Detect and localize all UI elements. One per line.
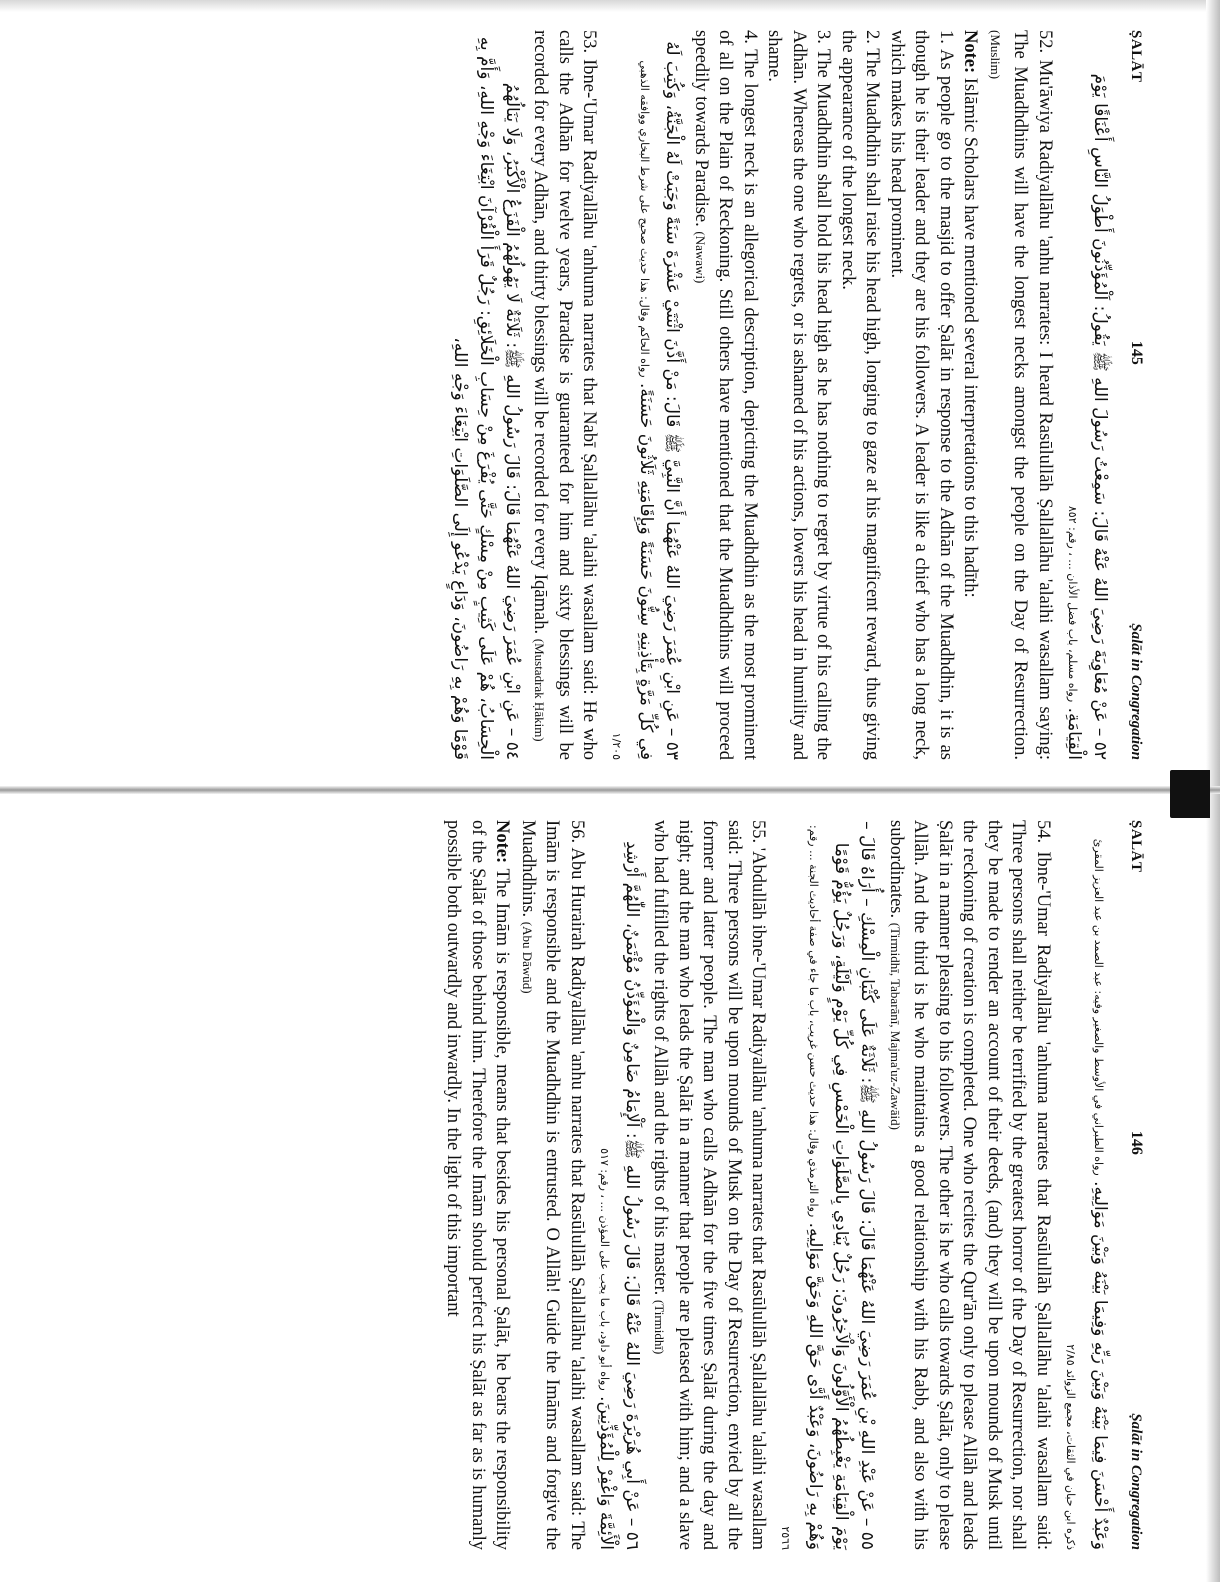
hadith-55-arabic-ref: رواه الترمذي وقال: هذا حديث حسن غريب، باب ما جاء في صفة أحاديث الجنة ... رقم: ٢٥٦٦ xyxy=(779,825,821,1550)
hadith-54-arabic-end: وَعَبْدٌ أَحْسَنَ فِيمَا بَيْنَهُ وَبَيْنَ رَبِّهِ وَفِيمَا بَيْنَهُ وَبَيْنَ مَوَالِيهِ. رواه الطبراني في الأوسط والصغير وفيه: عبد الصمد بن عبد العزيز المقرئ ذكره ابن حبان في الثقات، مجمع الزوائد ٢/٨٥ xyxy=(1064,838,1110,1550)
note-point-3: 3. The Muadhdhin shall hold his head high as he has nothing to regret by virtue of his calling the Adhān. Whereas the one who regrets, or is ashamed of his actions, lowers his head in humility and shame. xyxy=(764,30,834,760)
hadith-54-arabic-ref: رواه الطبراني في الأوسط والصغير وفيه: عبد الصمد بن عبد العزيز المقرئ ذكره ابن حبان في الثقات، مجمع الزوائد ٢/٨٥ xyxy=(1064,838,1105,1550)
running-head xyxy=(1121,820,1145,1550)
hadith-54-arabic-start: ٥٤ – عَنِ ابْنِ عُمَرَ رَضِيَ اللهُ عَنْهُمَا قَالَ: قَالَ رَسُولُ اللهِ ﷺ: ثَلَاثَةٌ لَا يَهُولُهُمُ الْفَزَعُ الْأَكْبَرُ، وَلَا يَنَالُهُمُ الْحِسَابُ، هُمْ عَلَى كَثِيبٍ مِنْ مِسْكٍ حَتَّى يُفْرَغَ مِنْ حِسَابِ الْخَلَائِقِ: رَجُلٌ قَرَأَ الْقُرْآنَ ابْتِغَاءَ وَجْهِ اللهِ، وَأَمَّ بِهِ قَوْمًا وَهُمْ بِهِ رَاضُونَ، وَدَاعٍ يَدْعُو إِلَى الصَّلَوَاتِ ابْتِغَاءَ وَجْهِ اللهِ، xyxy=(450,36,522,760)
page-145-content xyxy=(75,30,1145,760)
hadith-56-arabic-ref: رواه أبو داود، باب ما يجب على المؤذن ... ، رقم: ٥١٧ xyxy=(598,1148,611,1391)
hadith-56-source: (Abu Dāwūd) xyxy=(520,921,535,994)
hadith-53-arabic-ref: رواه الحاكم وقال: هذا حديث صحيح على شرط البخاري ووافقه الذهبي ١/٢٠٥ xyxy=(610,60,652,760)
note-146: Note: The Imām is responsible, means that besides his personal Ṣalāt, he bears the responsibility of the Ṣalāt of those behind him. Therefore the Imām should perfect his Ṣalāt as far as is humanly possible both outwardly and inwardly. In the light of this important xyxy=(443,820,513,1551)
hadith-56-text: 56. Abu Hurairah Radiyallāhu 'anhu narrates that Rasūlullāh Ṣallallāhu 'alaihi wasallam said: The Imām is responsible and the Muadhdhin is entrusted. O Allāh! Guide the Imāms and forgive the Muadhdhins. (Abu Dāwūd) xyxy=(518,820,587,1550)
hadith-55-text: 55. 'Abdullāh ibne-'Umar Radiyallāhu 'anhuma narrates that Rasūlullāh Ṣallallāhu 'alaihi wasallam said: Three persons will be upon mounds of Musk on the Day of Resurrection, envied by all the former and latter people. The man who calls Adhān for the five times Ṣalāt during the day and night; and the man who leads the Ṣalāt in a manner that people are pleased with him; and a slave who had fulfilled the rights of Allāh and the rights of his master. (Tirmidhī) xyxy=(650,820,769,1551)
note-intro: Note: Islāmic Scholars have mentioned several interpretations to this hadīth: xyxy=(960,30,981,598)
hadith-54-text: 54. Ibne-'Umar Radiyallāhu 'anhuma narrates that Rasūlullāh Ṣallallāhu 'alaihi wasallam said: Three persons shall neither be terrified by the greatest horror of the Day of Resurrection, nor shall they be made to render an account of their deeds, (and) they will be upon mounds of Musk until the reckoning of creation is completed. One who recites the Qur'ān only to please Allāh and leads Ṣalāt in a manner pleasing to his followers. The other is he who calls towards Ṣalāt, only to please Allāh. And the third is he who maintains a good relationship with his Rabb, and also with his subordinates. (Tirmidhī, Tabarānī, Majma'uz-Zawāid) xyxy=(886,820,1053,1550)
hadith-53-arabic: ٥٣ – عَنِ ابْنِ عُمَرَ رَضِيَ اللهُ عَنْهُمَا أَنَّ النَّبِيَّ ﷺ قَالَ: مَنْ أَذَّنَ اثْنَتَيْ عَشْرَةَ سَنَةً وَجَبَتْ لَهُ الْجَنَّةُ، وَكُتِبَ لَهُ فِي كُلِّ مَرَّةٍ بِتَأْذِينِهِ سِتُّونَ حَسَنَةً وَبِإِقَامَتِهِ ثَلَاثُونَ حَسَنَةً. رواه الحاكم وقال: هذا حديث صحيح على شرط البخاري ووافقه الذهبي ١/٢٠٥ xyxy=(610,41,683,760)
note-label: Note: xyxy=(960,30,981,74)
hadith-52-text: 52. Mu'āwiya Radiyallāhu 'anhu narrates: I heard Rasūlullāh Ṣallallāhu 'alaihi wasallam saying: The Muadhdhins will have the longest necks amongst the people on the Day of Resurrection. (Muslim) xyxy=(988,30,1055,760)
hadith-53-source: (Mustadrak Ḥākim) xyxy=(532,638,548,742)
hadith-52-arabic: ٥٢ – عَنْ مُعَاوِيَةَ رَضِيَ اللهُ عَنْهُ قَالَ: سَمِعْتُ رَسُولَ اللهِ ﷺ يَقُولُ: اَلْمُؤَذِّنُونَ أَطْوَلُ النَّاسِ أَعْنَاقًا يَوْمَ الْقِيَامَةِ. رواه مسلم، باب فضل الأذان ... ، رقم: ٨٥٢ xyxy=(1064,73,1110,760)
page-number: 145 xyxy=(1128,340,1145,365)
hadith-53-text: 53. Ibne-'Umar Radiyallāhu 'anhuma narrates that Nabī Ṣallallāhu 'alaihi wasallam said: He who calls the Adhān for twelve years, Paradise is guaranteed for him and sixty blessings will be recorded for every Adhān, and thirty blessings will be recorded for every Iqāmah. (Mustadrak Ḥākim) xyxy=(530,30,600,760)
hadith-52-source: (Muslim) xyxy=(988,30,1003,80)
note-point-1: 1. As people go to the masjid to offer Ṣalāt in response to the Adhān of the Muadhdhin, it is as though he is their leader and they are his followers. A leader is like a chief who has a long neck, which makes his head prominent. xyxy=(887,30,956,760)
note-label: Note: xyxy=(492,820,513,864)
hadith-54-source: (Tirmidhī, Tabarānī, Majma'uz-Zawāid) xyxy=(888,922,903,1130)
page-146-content xyxy=(75,820,1145,1550)
note-point-4: 4. The longest neck is an allegorical description, depicting the Muadhdhin as the most prominent of all on the Plain of Reckoning. Still others have mentioned that the Muadhdhins will proceed speedily towards Paradise. (Nawawi) xyxy=(691,30,760,760)
running-head xyxy=(1121,30,1145,760)
hadith-55-arabic: ٥٥ – عَنْ عَبْدِ اللهِ بْنِ عُمَرَ رَضِيَ اللهُ عَنْهُمَا قَالَ: قَالَ رَسُولُ اللهِ ﷺ: ثَلَاثَةٌ عَلَى كُثْبَانِ الْمِسْكِ – أُرَاهُ قَالَ – يَوْمَ الْقِيَامَةِ يَغْبِطُهُمُ الْأَوَّلُونَ وَالْآخِرُونَ: رَجُلٌ يُنَادِي بِالصَّلَوَاتِ الْخَمْسِ فِي كُلِّ يَوْمٍ وَلَيْلَةٍ، وَرَجُلٌ يَؤُمُّ قَوْمًا وَهُمْ بِهِ رَاضُونَ، وَعَبْدٌ أَدَّى حَقَّ اللهِ وَحَقَّ مَوَالِيهِ. رواه الترمذي وقال: هذا حديث حسن غريب، باب ما جاء في صفة أحاديث الجنة ... رقم: ٢٥٦٦ xyxy=(779,821,878,1550)
hadith-55-source: (Tirmidhī) xyxy=(652,1299,668,1355)
running-head-right: Ṣalāt in Congregation xyxy=(1128,1413,1144,1550)
page-145 xyxy=(0,0,1220,790)
page-146 xyxy=(0,790,1220,1580)
running-head-right: Ṣalāt in Congregation xyxy=(1128,623,1144,760)
hadith-52-arabic-ref: رواه مسلم، باب فضل الأذان ... ، رقم: ٨٥٢ xyxy=(1066,505,1079,703)
page-number: 146 xyxy=(1128,1130,1145,1155)
running-head-left: ṢALĀT xyxy=(1128,820,1144,873)
running-head-left: ṢALĀT xyxy=(1128,30,1144,83)
note-point-2: 2. The Muadhdhin shall raise his head high, longing to gaze at his magnificent reward, thus giving the appearance of the longest neck. xyxy=(838,30,883,760)
note-source: (Nawawi) xyxy=(693,231,708,284)
hadith-56-arabic: ٥٦ – عَنْ أَبِي هُرَيْرَةَ رَضِيَ اللهُ عَنْهُ قَالَ: قَالَ رَسُولُ اللهِ ﷺ: اَلْإِمَامُ ضَامِنٌ وَالْمُؤَذِّنُ مُؤْتَمَنٌ، اللّٰهُمَّ أَرْشِدِ الْأَئِمَّةَ وَاغْفِرْ لِلْمُؤَذِّنِينَ. رواه أبو داود، باب ما يجب على المؤذن ... ، رقم: ٥١٧ xyxy=(596,841,642,1550)
